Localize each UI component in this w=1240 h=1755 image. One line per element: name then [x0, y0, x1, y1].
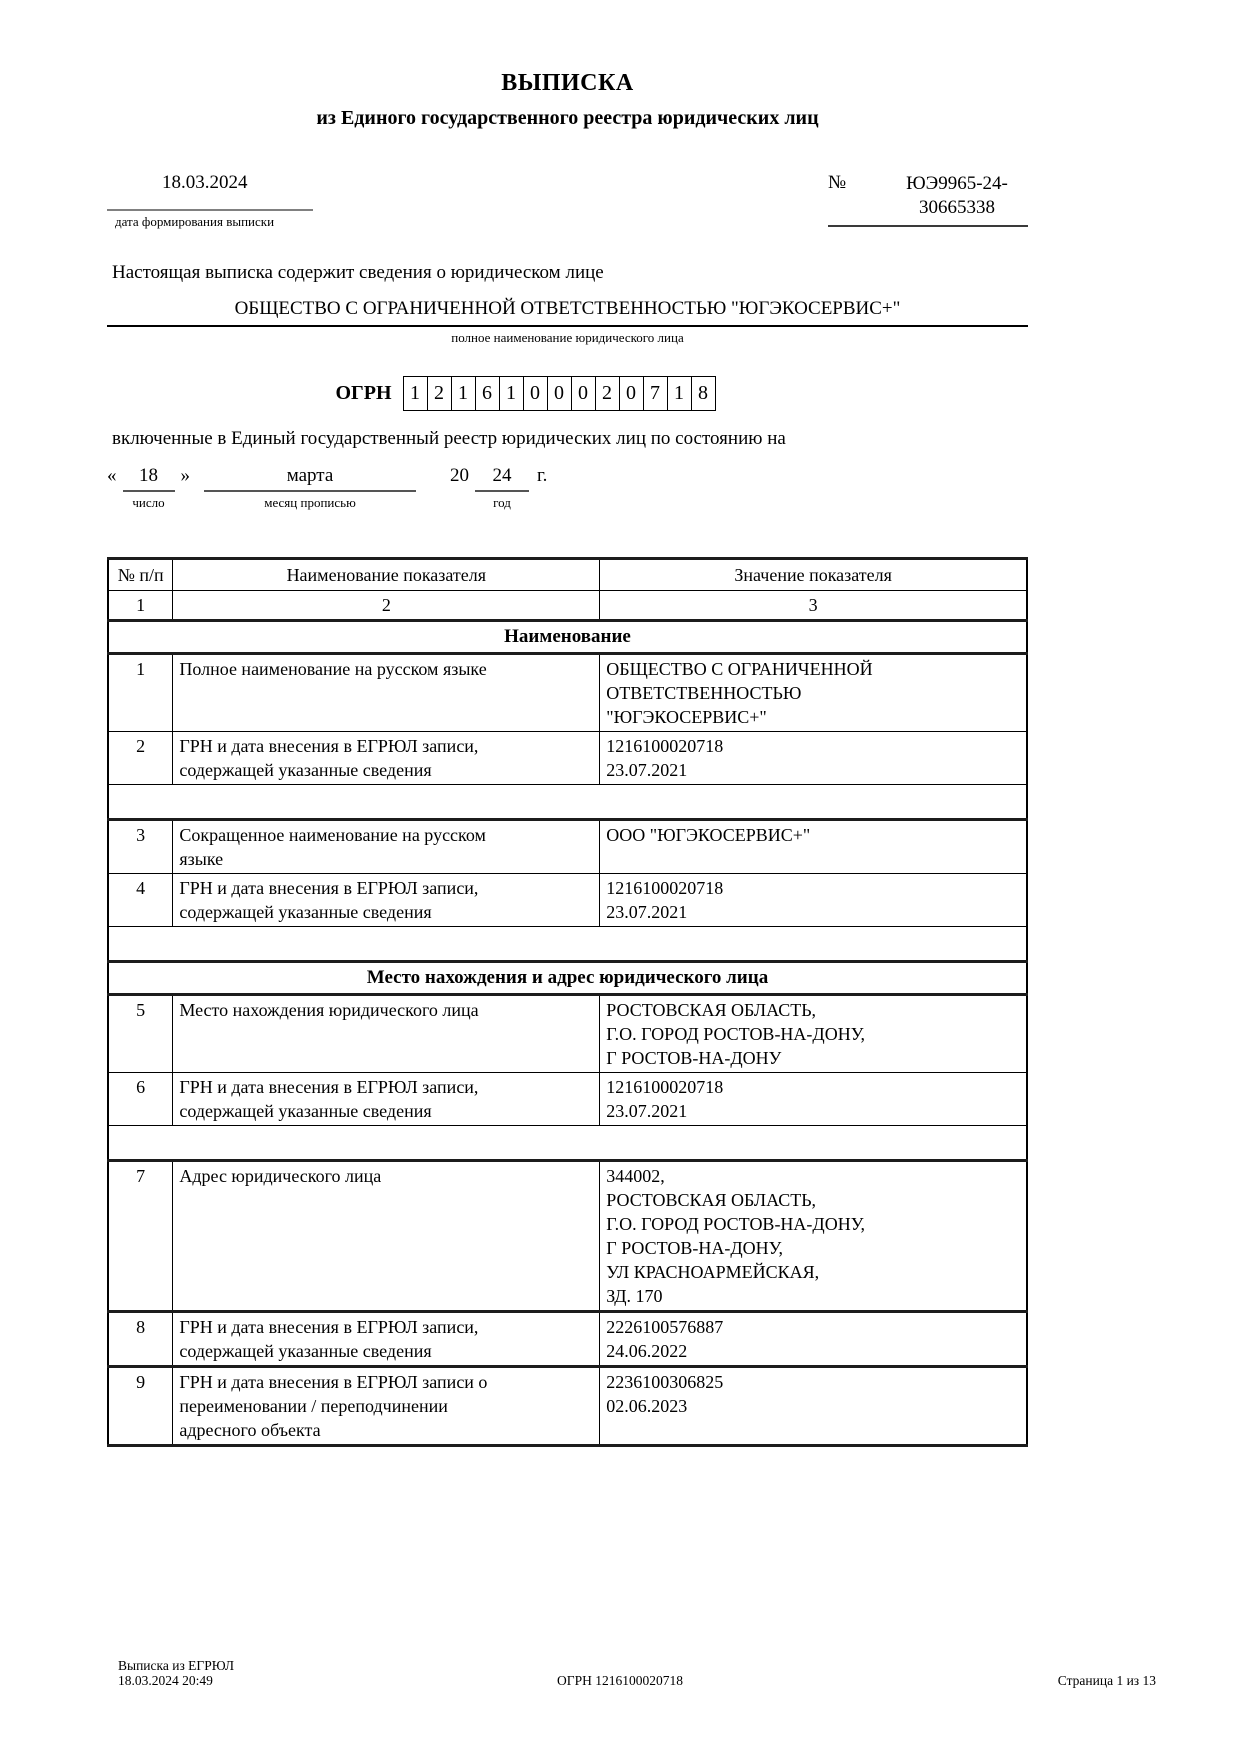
- ogrn-digit-box: 6: [475, 376, 500, 411]
- number-sign: №: [828, 172, 847, 193]
- spacer-cell: [108, 785, 1027, 820]
- table-section-row: [108, 962, 1027, 995]
- section-title: Наименование: [108, 621, 1027, 654]
- ogrn-digit-box: 1: [499, 376, 524, 411]
- header-indicator-name: Наименование показателя: [173, 559, 600, 591]
- indicator-value: 344002, РОСТОВСКАЯ ОБЛАСТЬ, Г.О. ГОРОД РОСТОВ-НА-ДОНУ, Г РОСТОВ-НА-ДОНУ, УЛ КРАСНОАРМЕЙСКАЯ, ЗД. 170: [600, 1161, 1027, 1312]
- formation-date-underline: [107, 209, 313, 211]
- ogrn-digit-box: 1: [403, 376, 428, 411]
- formation-date: 18.03.2024: [162, 172, 248, 193]
- company-name-caption: полное наименование юридического лица: [451, 330, 684, 345]
- footer-page-number: Страница 1 из 13: [1057, 1673, 1156, 1688]
- ogrn-digit-box: 7: [643, 376, 668, 411]
- ogrn-digit-box: 8: [691, 376, 716, 411]
- table-index-row: [108, 591, 1027, 621]
- ogrn-label: ОГРН: [335, 382, 392, 404]
- index-col-3: 3: [600, 591, 1027, 621]
- section-title: Место нахождения и адрес юридического лица: [108, 962, 1027, 995]
- ogrn-digit-box: 1: [667, 376, 692, 411]
- table-row: [108, 1367, 1027, 1446]
- indicator-value: 2236100306825 02.06.2023: [600, 1367, 1027, 1446]
- ogrn-digit-box: 0: [571, 376, 596, 411]
- month-segment: [204, 464, 416, 511]
- table-row: [108, 995, 1027, 1073]
- table-row: [108, 1073, 1027, 1126]
- row-number: 5: [108, 995, 173, 1073]
- ogrn-digit-box: 0: [547, 376, 572, 411]
- indicator-value: 1216100020718 23.07.2021: [600, 732, 1027, 785]
- spacer-cell: [108, 1126, 1027, 1161]
- year-segment: [475, 464, 529, 511]
- extract-number-line2: 30665338: [919, 197, 995, 218]
- row-number: 6: [108, 1073, 173, 1126]
- row-number: 8: [108, 1312, 173, 1367]
- indicator-name: Адрес юридического лица: [173, 1161, 600, 1312]
- year-suffix: г.: [537, 465, 548, 486]
- indicator-name: ГРН и дата внесения в ЕГРЮЛ записи, содержащей указанные сведения: [173, 1073, 600, 1126]
- year-value: 24: [475, 464, 529, 492]
- index-col-2: 2: [173, 591, 600, 621]
- century-value: 20: [450, 465, 469, 486]
- indicator-value: 2226100576887 24.06.2022: [600, 1312, 1027, 1367]
- row-number: 9: [108, 1367, 173, 1446]
- table-row: [108, 820, 1027, 874]
- row-number: 3: [108, 820, 173, 874]
- extract-number-top: [828, 172, 1028, 220]
- document-title: ВЫПИСКА: [501, 70, 634, 96]
- page-footer: [0, 1658, 1240, 1688]
- day-segment: [123, 464, 175, 511]
- table-spacer-row: [108, 927, 1027, 962]
- ogrn-row: [65, 376, 986, 411]
- table-section-row: [108, 621, 1027, 654]
- indicator-name: Полное наименование на русском языке: [173, 654, 600, 732]
- table-row: [108, 1161, 1027, 1312]
- company-name-underline: [107, 325, 1028, 327]
- footer-ogrn: ОГРН 1216100020718: [557, 1673, 683, 1688]
- indicator-name: Сокращенное наименование на русском языке: [173, 820, 600, 874]
- indicator-name: Место нахождения юридического лица: [173, 995, 600, 1073]
- ogrn-digit-box: 2: [595, 376, 620, 411]
- ogrn-digit-box: 1: [451, 376, 476, 411]
- open-quote: «: [107, 465, 117, 486]
- row-number: 1: [108, 654, 173, 732]
- ogrn-digit-boxes: [404, 376, 716, 411]
- footer-left: [0, 1658, 300, 1688]
- extract-number: [886, 172, 1028, 220]
- ogrn-digit-box: 0: [619, 376, 644, 411]
- table-row: [108, 1312, 1027, 1367]
- formation-date-caption: дата формирования выписки: [115, 214, 275, 229]
- indicator-value: ОБЩЕСТВО С ОГРАНИЧЕННОЙ ОТВЕТСТВЕННОСТЬЮ "ЮГЭКОСЕРВИС+": [600, 654, 1027, 732]
- formation-date-block: [107, 172, 313, 230]
- indicator-name: ГРН и дата внесения в ЕГРЮЛ записи, содержащей указанные сведения: [173, 732, 600, 785]
- document-content: [107, 0, 1028, 1447]
- day-caption: число: [132, 495, 165, 510]
- indicator-value: РОСТОВСКАЯ ОБЛАСТЬ, Г.О. ГОРОД РОСТОВ-НА-ДОНУ, Г РОСТОВ-НА-ДОНУ: [600, 995, 1027, 1073]
- table-spacer-row: [108, 785, 1027, 820]
- meta-row: [107, 172, 1028, 230]
- indicator-value: 1216100020718 23.07.2021: [600, 874, 1027, 927]
- header-num: № п/п: [108, 559, 173, 591]
- month-caption: месяц прописью: [264, 495, 356, 510]
- indicator-name: ГРН и дата внесения в ЕГРЮЛ записи, содержащей указанные сведения: [173, 874, 600, 927]
- row-number: 7: [108, 1161, 173, 1312]
- table-spacer-row: [108, 1126, 1027, 1161]
- indicator-value: ООО "ЮГЭКОСЕРВИС+": [600, 820, 1027, 874]
- table-row: [108, 654, 1027, 732]
- extract-number-underline: [828, 225, 1028, 227]
- index-col-1: 1: [108, 591, 173, 621]
- ogrn-digit-box: 2: [427, 376, 452, 411]
- indicator-name: ГРН и дата внесения в ЕГРЮЛ записи, содержащей указанные сведения: [173, 1312, 600, 1367]
- indicators-table: [107, 557, 1028, 1447]
- included-line: включенные в Единый государственный реестр юридических лиц по состоянию на: [112, 428, 786, 449]
- day-value: 18: [123, 464, 175, 492]
- table-row: [108, 732, 1027, 785]
- header-indicator-value: Значение показателя: [600, 559, 1027, 591]
- footer-doc-type: Выписка из ЕГРЮЛ: [118, 1658, 235, 1673]
- company-name: ОБЩЕСТВО С ОГРАНИЧЕННОЙ ОТВЕТСТВЕННОСТЬЮ "ЮГЭКОСЕРВИС+": [234, 298, 901, 319]
- document-subtitle: из Единого государственного реестра юридических лиц: [316, 107, 819, 129]
- extract-number-line1: ЮЭ9965-24-: [906, 173, 1008, 194]
- table-row: [108, 874, 1027, 927]
- footer-timestamp: 18.03.2024 20:49: [118, 1673, 213, 1688]
- lead-text: Настоящая выписка содержит сведения о юридическом лице: [112, 262, 604, 283]
- spacer-cell: [108, 927, 1027, 962]
- indicator-value: 1216100020718 23.07.2021: [600, 1073, 1027, 1126]
- as-of-date-row: [107, 464, 1028, 511]
- ogrn-digit-box: 0: [523, 376, 548, 411]
- indicator-name: ГРН и дата внесения в ЕГРЮЛ записи о переименовании / переподчинении адресного объекта: [173, 1367, 600, 1446]
- row-number: 2: [108, 732, 173, 785]
- month-value: марта: [204, 464, 416, 492]
- row-number: 4: [108, 874, 173, 927]
- close-quote: »: [180, 465, 190, 486]
- extract-number-block: [828, 172, 1028, 227]
- year-caption: год: [493, 495, 511, 510]
- table-header-row: [108, 559, 1027, 591]
